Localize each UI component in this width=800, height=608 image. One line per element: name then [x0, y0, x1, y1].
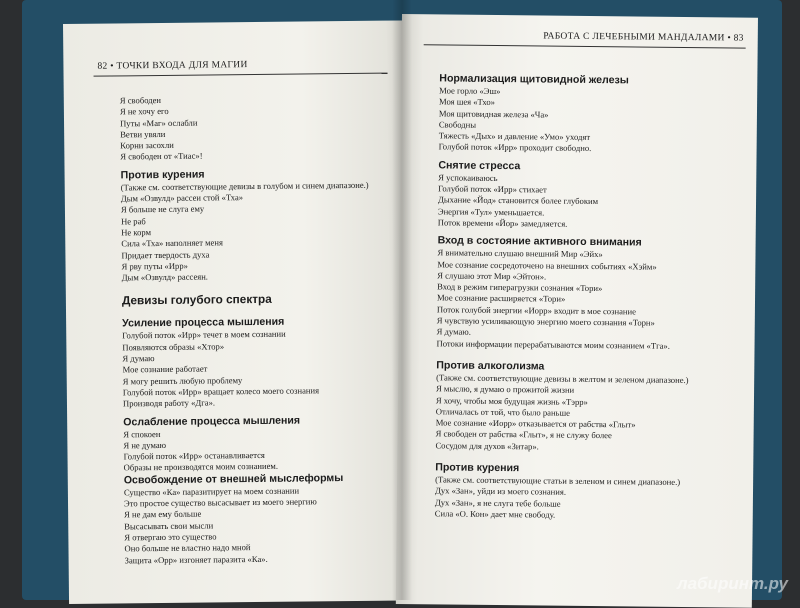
text-line: Мое сознание сосредоточено на внешних событиях «Хэйм»	[437, 258, 657, 272]
right-header-rule	[424, 44, 746, 48]
left-page	[63, 20, 409, 604]
text-line: Энергия «Тул» уменьшается.	[437, 206, 545, 218]
text-line: Поток голубой энергии «Иорр» входит в мое сознание	[436, 304, 636, 317]
text-line: (Также см. соответствующие статьи в зеленом и синем диапазоне.)	[435, 474, 681, 487]
text-line: Мое сознание расширяется «Тори»	[436, 292, 566, 305]
text-line: Я свободен от рабства «Глыт», я не служу более	[435, 428, 612, 441]
text-line: Дым «Озвулд» рассеи стой «Тха»	[120, 192, 244, 204]
text-line: Я свободен от «Тиас»!	[120, 151, 203, 162]
section-heading: Снятие стресса	[438, 159, 521, 173]
text-line: Дух «Зан», я не слуга тебе больше	[434, 496, 561, 509]
right-page-text	[435, 72, 750, 522]
text-line: (Также см. соответствующие девизы в голубом и синем диапазоне.)	[120, 179, 369, 193]
text-line: Я не дам ему больше	[124, 508, 202, 520]
text-line: Я чувствую усиливающую энергию моего сознания «Торн»	[436, 315, 655, 328]
section-heading: Нормализация щитовидной железы	[439, 72, 629, 87]
text-line: Мое горло «Эш»	[439, 85, 501, 97]
text-line: Я хочу, чтобы моя будущая жизнь «Тэрр»	[435, 394, 588, 407]
text-line: Тяжесть «Дых» и давление «Умо» уходят	[438, 130, 591, 143]
section-heading: Вход в состояние активного внимания	[437, 234, 642, 249]
text-line: Потоки информации перерабатываются моим сознанием «Тга».	[436, 338, 670, 351]
section-heading: Против курения	[435, 461, 520, 475]
text-line: Защита «Орр» изгоняет паразита «Ка».	[124, 553, 268, 565]
text-line: Не раб	[121, 215, 146, 227]
text-line: Голубой поток «Ирр» останавливается	[123, 450, 265, 462]
text-line: Я не думаю	[123, 439, 167, 451]
left-page-header: 82 • ТОЧКИ ВХОДА ДЛЯ МАГИИ	[97, 60, 248, 72]
text-line: Дым «Озвулд» рассеян.	[121, 271, 208, 283]
text-line: (Также см. соответствующие девизы в желтом и зеленом диапазоне.)	[436, 372, 689, 385]
text-line: Я успокаиваюсь	[438, 172, 498, 183]
text-line: Я не хочу его	[119, 106, 169, 117]
text-line: Сила «Тха» наполняет меня	[121, 237, 223, 249]
text-line: Я свободен	[119, 94, 162, 106]
text-line: Я спокоен	[123, 428, 161, 439]
text-line: Оно больше не властно надо мной	[124, 542, 251, 554]
text-line: Мое сознание «Иорр» отказывается от рабства «Глыт»	[435, 417, 636, 430]
text-line: Я слушаю этот Мир «Эйтон».	[437, 270, 547, 282]
text-line: Существо «Ка» паразитирует на моем сознании	[123, 485, 300, 498]
watermark-logo: лабиринт.ру	[677, 574, 788, 593]
text-line: Корни засохли	[120, 140, 174, 151]
text-line: Дух «Зан», уйди из моего сознания.	[434, 485, 567, 498]
text-line: Сосудом для духов «Зитар».	[435, 440, 539, 452]
text-line: Голубой поток «Ирр» вращает колесо моего сознания	[122, 385, 320, 398]
left-header-rule	[94, 73, 388, 77]
text-line: Отличалась от той, что было раньше	[435, 406, 570, 418]
text-line: Не корм	[121, 227, 152, 238]
text-line: Это простое существо высасывает из моего энергию	[123, 496, 317, 509]
text-line: Свободны	[438, 119, 477, 130]
section-title: Девизы голубого спектра	[121, 292, 272, 308]
text-line: Мое сознание работает	[122, 363, 208, 375]
section-heading: Ослабление процесса мышления	[123, 414, 301, 428]
right-page	[396, 14, 758, 608]
text-line: Голубой поток «Ирр» проходит свободно.	[438, 141, 592, 154]
text-line: Я могу решить любую проблему	[122, 374, 243, 387]
text-line: Дыхание «Йод» становится более глубоким	[438, 194, 599, 207]
section-heading: Усиление процесса мышления	[122, 316, 285, 330]
section-heading: Против курения	[120, 168, 205, 182]
section-heading: Освобождение от внешней мыслеформы	[123, 471, 344, 487]
text-line: Моя щитовидная железа «Ча»	[438, 107, 549, 120]
book-gutter	[392, 0, 412, 600]
text-line: Сила «О. Кон» дает мне свободу.	[434, 508, 556, 520]
text-line: Моя шея «Тхо»	[439, 96, 496, 108]
text-line: Появляются образы «Хтор»	[122, 341, 225, 353]
text-line: Вход в режим гиперагрузки сознания «Тори»	[437, 281, 603, 294]
text-line: Я больше не слуга ему	[120, 203, 205, 215]
text-line: Я мыслю, я думаю о прожитой жизни	[436, 383, 575, 396]
text-line: Я рву путы «Ирр»	[121, 260, 188, 272]
text-line: Я внимательно слушаю внешний Мир «Эйх»	[437, 247, 603, 260]
text-line: Образы не производятся моим сознанием.	[123, 461, 279, 473]
section-heading: Против алкоголизма	[436, 359, 545, 373]
text-line: Голубой поток «Ирр» стихает	[438, 183, 547, 195]
text-line: Путы «Маг» ослабли	[119, 117, 198, 129]
text-line: Придает твердость духа	[121, 249, 210, 260]
text-line: Я думаю	[122, 353, 155, 364]
right-page-header: РАБОТА С ЛЕЧЕБНЫМИ МАНДАЛАМИ • 83	[543, 31, 744, 44]
text-line: Голубой поток «Ирр» течет в моем сознании	[122, 329, 286, 341]
text-line: Высасывать свои мысли	[124, 520, 214, 531]
text-line: Я думаю.	[436, 326, 471, 338]
left-page-text	[120, 93, 401, 567]
text-line: Производя работу «Дга».	[122, 397, 216, 409]
text-line: Поток времени «Йор» замедляется.	[437, 217, 568, 229]
text-line: Я отвергаю это существо	[124, 531, 217, 543]
text-line: Ветви увяли	[120, 128, 166, 140]
